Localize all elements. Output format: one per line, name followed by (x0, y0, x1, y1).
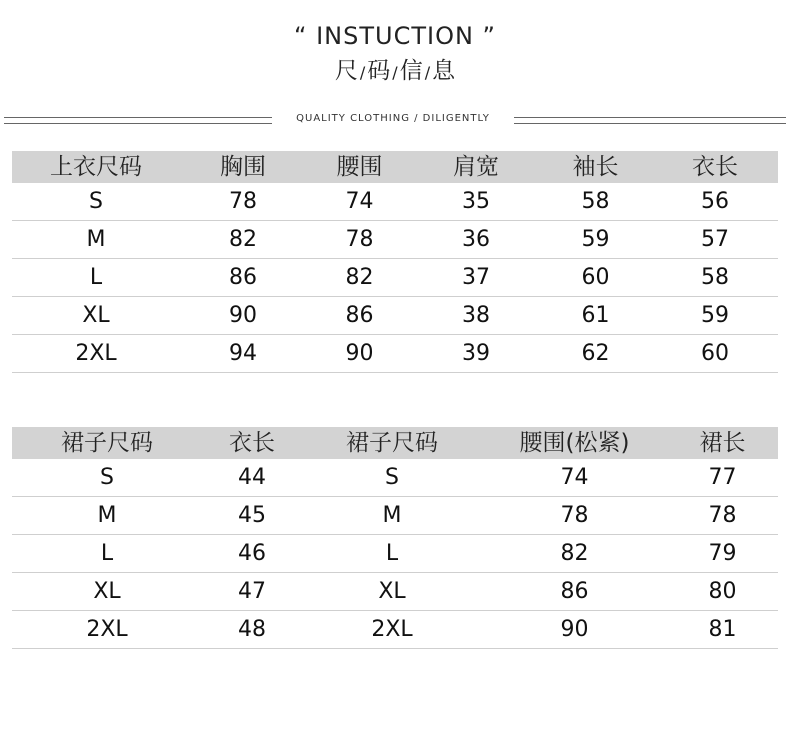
column-header: 裙子尺码 (61, 430, 153, 456)
table-cell: 90 (560, 617, 589, 642)
page-title: “ INSTUCTION ” (294, 22, 496, 50)
table-cell: 60 (701, 341, 729, 366)
table-cell: 39 (462, 341, 490, 366)
column-header: 肩宽 (453, 154, 499, 180)
table-cell: 36 (462, 227, 490, 252)
table-cell: 47 (238, 579, 266, 604)
column-header: 裙长 (699, 430, 746, 456)
table-cell: 90 (345, 341, 374, 366)
table-cell: 78 (560, 503, 589, 528)
table-cell: 60 (581, 265, 610, 290)
table-cell: 2XL (75, 341, 117, 366)
table-cell: S (385, 465, 399, 490)
subtitle-char: 码 (367, 58, 391, 84)
table-cell: 37 (462, 265, 490, 290)
table-cell: 82 (229, 227, 257, 252)
table-row (12, 221, 778, 259)
column-header: 上衣尺码 (50, 154, 142, 180)
table-header (12, 151, 778, 183)
column-header: 腰围(松紧) (519, 430, 630, 456)
table-cell: 77 (708, 465, 737, 490)
table-cell: L (100, 541, 114, 566)
table-cell: 78 (708, 503, 737, 528)
subtitle-char: 尺 (334, 58, 358, 84)
column-header: 袖长 (572, 154, 619, 180)
table-cell: 94 (229, 341, 257, 366)
divider-text: QUALITY CLOTHING / DILIGENTLY (296, 113, 490, 124)
subtitle-separator: / (359, 63, 366, 82)
table-cell: 78 (345, 227, 374, 252)
table-row (12, 259, 778, 297)
table-cell: 58 (701, 265, 729, 290)
table-cell: 80 (708, 579, 737, 604)
table-cell: 58 (581, 189, 610, 214)
table-row (12, 459, 778, 497)
subtitle-separator: / (424, 63, 431, 82)
table-row (12, 335, 778, 373)
column-header: 衣长 (229, 430, 275, 456)
table-row (12, 183, 778, 221)
table-cell: L (89, 265, 103, 290)
table-cell: 86 (229, 265, 257, 290)
column-header: 裙子尺码 (346, 430, 438, 456)
table-row (12, 497, 778, 535)
subtitle-char: 息 (432, 58, 456, 84)
table-cell: S (100, 465, 114, 490)
table-cell: XL (378, 579, 406, 604)
table-cell: 78 (229, 189, 257, 214)
table-cell: 44 (238, 465, 266, 490)
table-cell: S (89, 189, 103, 214)
table-cell: 59 (701, 303, 729, 328)
top-size-table (12, 151, 778, 373)
table-cell: M (86, 227, 106, 252)
subtitle-separator: / (392, 63, 398, 82)
table-cell: 61 (581, 303, 610, 328)
table-cell: 86 (345, 303, 374, 328)
column-header: 衣长 (692, 154, 738, 180)
table-cell: 46 (238, 541, 266, 566)
table-cell: 62 (581, 341, 610, 366)
subtitle-char: 信 (399, 58, 423, 84)
table-cell: 90 (229, 303, 257, 328)
table-cell: 35 (462, 189, 490, 214)
table-cell: 56 (701, 189, 729, 214)
table-cell: 45 (238, 503, 266, 528)
table-cell: 48 (238, 617, 266, 642)
table-row (12, 535, 778, 573)
table-cell: M (97, 503, 117, 528)
table-cell: M (382, 503, 402, 528)
table-cell: 38 (462, 303, 490, 328)
section-divider (0, 112, 790, 128)
table-row (12, 297, 778, 335)
divider-line-right (514, 117, 786, 124)
table-cell: 2XL (86, 617, 128, 642)
divider-line-left (4, 117, 272, 124)
table-cell: 74 (560, 465, 589, 490)
table-cell: 82 (345, 265, 374, 290)
table-cell: 79 (708, 541, 737, 566)
table-header (12, 427, 778, 459)
table-cell: 57 (701, 227, 729, 252)
table-cell: 59 (581, 227, 610, 252)
skirt-size-table (12, 427, 778, 649)
table-row (12, 611, 778, 649)
table-cell: 81 (708, 617, 737, 642)
page-subtitle (0, 52, 790, 85)
table-row (12, 573, 778, 611)
table-cell: L (385, 541, 399, 566)
table-cell: 2XL (371, 617, 413, 642)
table-cell: 74 (345, 189, 374, 214)
table-cell: XL (93, 579, 121, 604)
column-header: 腰围 (336, 154, 383, 180)
column-header: 胸围 (220, 154, 266, 180)
table-cell: XL (82, 303, 110, 328)
table-cell: 86 (560, 579, 589, 604)
table-cell: 82 (560, 541, 589, 566)
